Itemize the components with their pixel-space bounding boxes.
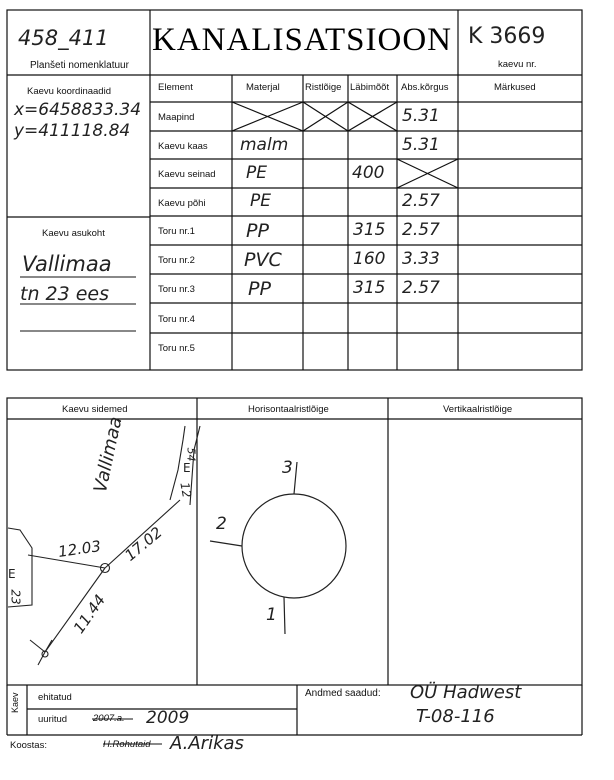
sketch-header-horizontal: Horisontaalristlõige [248,404,329,415]
row-material: malm [240,135,289,155]
pipe-label-1: 1 [266,605,277,625]
sketch-header-connections: Kaevu sidemed [62,404,128,415]
building-label-2: E [183,461,191,475]
building-label-4: E [8,567,16,581]
row-element: Toru nr.1 [158,226,195,237]
row-element: Toru nr.3 [158,284,195,295]
distance-3: 11.44 [69,591,110,637]
row-diameter: 315 [353,220,386,240]
row-material: PE [246,163,267,183]
building-label-1: 54 [184,447,198,462]
surveyed-old-date: 2007.a. [93,713,125,724]
sketch-header-vertical: Vertikaalristlõige [443,404,513,415]
well-number-value: K 3669 [468,24,546,49]
row-abs-height: 2.57 [402,278,440,298]
row-material: PP [248,278,271,300]
row-diameter: 315 [353,278,386,298]
well-side-label: Kaev [10,692,20,713]
pipe-label-2: 2 [216,514,227,534]
street-name: Vallimaa [90,414,127,495]
pipe-label-3: 3 [282,458,293,478]
compiled-old-name: H.Rohutaid [103,739,151,750]
col-header-cross-section: Ristlõige [305,82,342,93]
row-element: Maapind [158,112,195,123]
row-element: Toru nr.2 [158,255,195,266]
row-element: Toru nr.4 [158,314,195,325]
location-line-2: tn 23 ees [20,283,110,305]
row-diameter: 160 [353,249,386,269]
data-source-company: OÜ Hadwest [410,682,522,703]
row-abs-height: 2.57 [402,191,440,211]
row-material: PE [250,191,271,211]
nomenclature-value: 458_411 [18,26,109,50]
row-abs-height: 2.57 [402,220,440,240]
distance-1: 12.03 [56,537,102,561]
col-header-element: Element [158,82,193,93]
form-title: KANALISATSIOON [152,22,452,58]
row-element: Kaevu kaas [158,141,208,152]
built-label: ehitatud [38,692,72,703]
coordinates-label: Kaevu koordinaadid [27,86,111,97]
row-abs-height: 5.31 [402,135,440,155]
row-element: Toru nr.5 [158,343,195,354]
col-header-remarks: Märkused [494,82,536,93]
well-number-label: kaevu nr. [498,59,537,70]
compiled-label: Koostas: [10,740,47,751]
surveyed-label: uuritud [38,714,68,725]
row-material: PP [246,220,269,242]
distance-2: 17.02 [121,523,166,565]
row-diameter: 400 [352,163,385,183]
data-source-reference: T-08-116 [416,706,495,727]
col-header-abs-height: Abs.kõrgus [401,82,449,93]
coordinate-x: x=6458833.34 [14,100,142,120]
location-line-1: Vallimaa [22,252,112,276]
row-abs-height: 5.31 [402,106,440,126]
row-element: Kaevu põhi [158,198,206,209]
row-abs-height: 3.33 [402,249,440,269]
data-source-label: Andmed saadud: [305,688,381,699]
row-element: Kaevu seinad [158,169,216,180]
nomenclature-label: Planšeti nomenklatuur [30,60,129,71]
building-label-5: 23 [8,589,23,605]
surveyed-new-date: 2009 [146,708,190,728]
row-material: PVC [244,249,282,271]
building-label-3: 12 [177,481,194,499]
location-label: Kaevu asukoht [42,228,105,239]
col-header-material: Materjal [246,82,280,93]
compiled-new-name: A.Arikas [170,733,244,754]
col-header-diameter: Läbimõõt [350,82,390,93]
coordinate-y: y=411118.84 [14,121,131,141]
